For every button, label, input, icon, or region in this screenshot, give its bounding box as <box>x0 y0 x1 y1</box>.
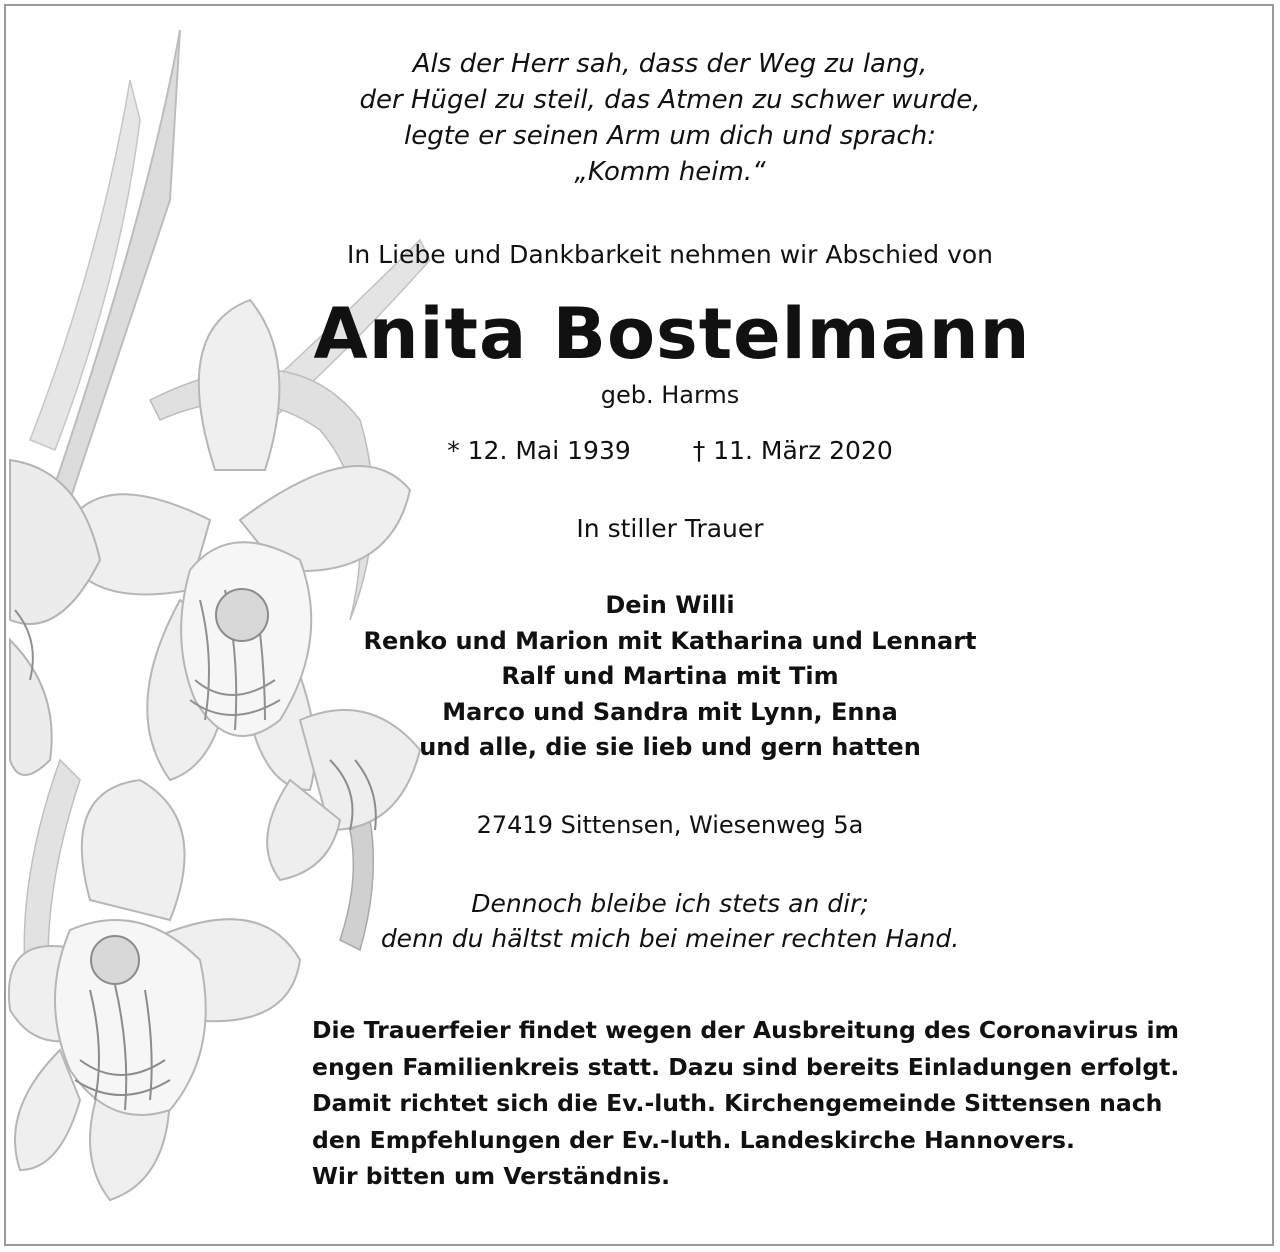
mourner-line: Renko und Marion mit Katharina und Lennart <box>363 626 977 655</box>
life-dates <box>280 434 1060 468</box>
mourning-label: In stiller Trauer <box>576 514 764 543</box>
mourner-line: und alle, die sie lieb und gern hatten <box>419 733 921 761</box>
quote-line: der Hügel zu steil, das Atmen zu schwer wurde, <box>359 85 981 115</box>
deceased-name: Anita Bostelmann <box>313 293 1031 375</box>
notice-line: den Empfehlungen der Ev.-luth. Landeskirche Hannovers. <box>312 1125 1075 1154</box>
verse-line: denn du hältst mich bei meiner rechten Hand. <box>380 924 960 953</box>
quote-line: „Komm heim.“ <box>574 157 766 187</box>
notice-line: Wir bitten um Verständnis. <box>312 1162 671 1190</box>
quote-line: Als der Herr sah, dass der Weg zu lang, <box>412 49 928 79</box>
notice-line: Damit richtet sich die Ev.-luth. Kirchengemeinde Sittensen nach <box>312 1089 1163 1117</box>
mourner-line: Ralf und Martina mit Tim <box>501 662 839 690</box>
mourner-line: Dein Willi <box>605 591 735 619</box>
funeral-notice <box>312 1012 1242 1195</box>
quote-line: legte er seinen Arm um dich und sprach: <box>404 121 936 151</box>
farewell-intro: In Liebe und Dankbarkeit nehmen wir Abschied von <box>346 240 994 269</box>
birth-date: * 12. Mai 1939 <box>447 436 631 465</box>
closing-verse <box>280 886 1060 956</box>
birth-name: geb. Harms <box>600 381 740 409</box>
death-date: † 11. März 2020 <box>692 436 893 465</box>
notice-line: engen Familienkreis statt. Dazu sind bereits Einladungen erfolgt. <box>312 1052 1180 1081</box>
verse-line: Dennoch bleibe ich stets an dir; <box>471 889 869 918</box>
notice-line: Die Trauerfeier findet wegen der Ausbreitung des Coronavirus im <box>312 1016 1179 1044</box>
address: 27419 Sittensen, Wiesenweg 5a <box>476 811 864 839</box>
opening-quote <box>280 46 1060 190</box>
mourners-list <box>280 588 1060 766</box>
mourner-line: Marco und Sandra mit Lynn, Enna <box>442 697 898 726</box>
